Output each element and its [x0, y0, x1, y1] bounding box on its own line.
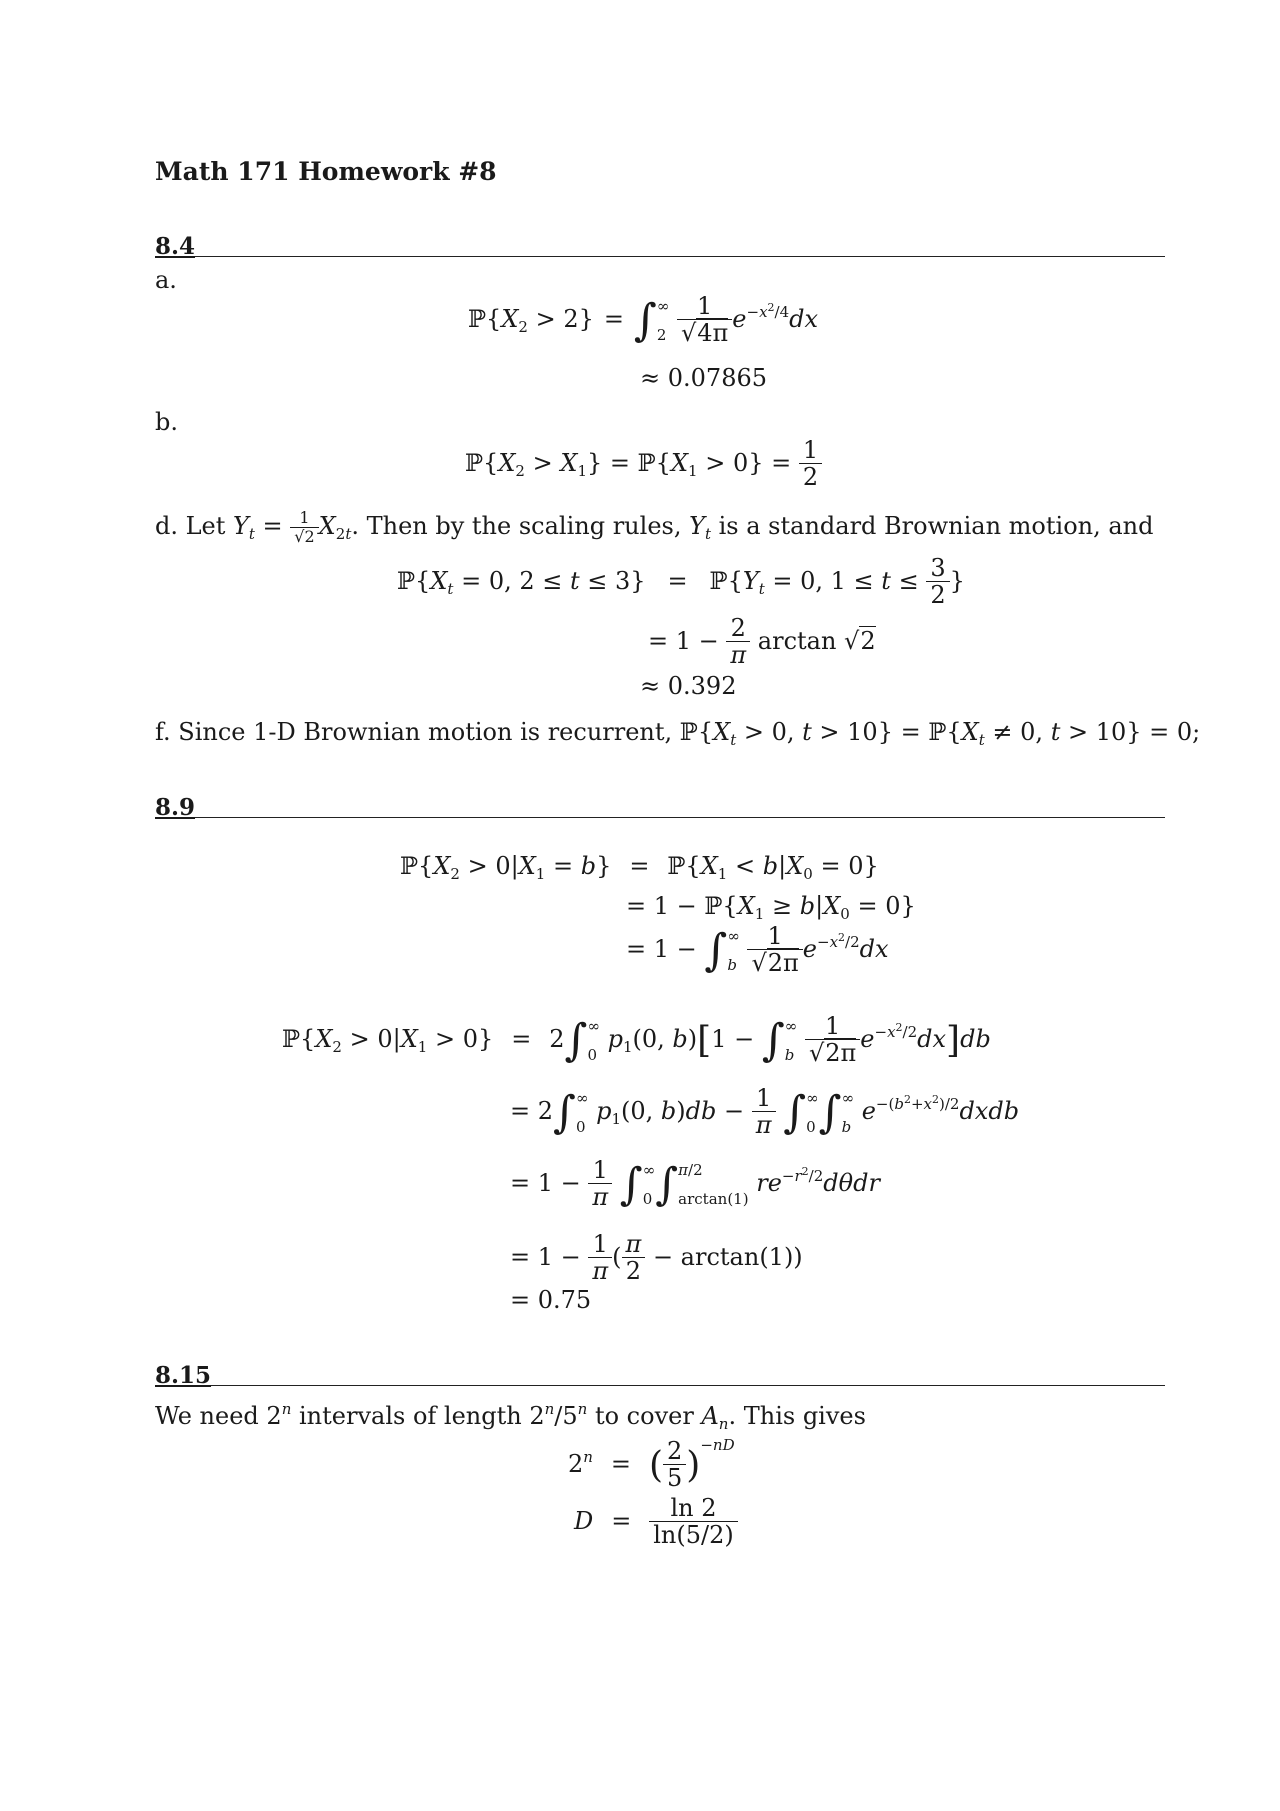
equation-8-9-line2: = $1 - ℙ\{X_1 \ge b|X_0 = 0\}$ — [626, 892, 916, 923]
part-a-label: a. — [155, 266, 177, 294]
section-header-8-15 — [155, 1345, 1165, 1389]
section-8-15-text: We need 2$^n$ intervals of length 2$^n$/5$^n$ to cover $A_n$. This gives — [155, 1400, 866, 1433]
equation-8-15-line1: $2^n$ = ( $\frac{2}{5}$ )$^{-nD}$ — [568, 1436, 735, 1493]
part-d-intro: d. Let — [155, 512, 226, 541]
approx-value: 0.07865 — [667, 364, 767, 392]
equation-8-4-a-approx: ≈ 0.07865 — [640, 364, 767, 392]
equation-8-9-line7: = 1 − $\frac{1}{\pi}$ ( $\frac{\pi}{2}$ − arctan(1)) — [510, 1230, 803, 1286]
equation-8-9-line5: = 2∫ ∞ 0 $p_1(0$, b)db − $\frac{1}{\pi}$ ∫ ∞ 0 ∫ ∞ b $e^{-(b^2+x^2)/2}dxdb$ — [510, 1084, 1020, 1140]
result-value: 0.75 — [537, 1286, 592, 1314]
page-title: Math 171 Homework #8 — [155, 157, 497, 186]
section-number: 8.15 — [155, 1362, 212, 1389]
equation-8-4-d: $ℙ\{X_t = 0$, $2 \le t \le 3\} = ℙ\{Y_t = 0$, 1 ≤ t ≤ $\frac{3}{2}$ } — [397, 554, 965, 610]
section-header-8-4 — [155, 216, 1165, 260]
part-d-text: d. Let $Y_t$ = $\frac{1}{√2}$ $X_{2t}$. Then by the scaling rules, $Y_t$ is a standard Brownian motion, and — [155, 508, 1154, 546]
section-number: 8.9 — [155, 794, 196, 821]
part-f-intro: f. Since 1-D Brownian motion is recurrent, — [155, 718, 673, 746]
text-part-2: intervals of length — [299, 1402, 522, 1430]
part-b-label: b. — [155, 408, 178, 436]
equation-8-9-line6: = 1 − $\frac{1}{\pi}$ ∫ ∞ 0 ∫ π/2 arctan(1) $re^{-r^2/2}d\theta dr$ — [510, 1156, 880, 1212]
part-f-text: f. Since 1-D Brownian motion is recurrent, $ℙ\{X_t > 0$, $t > 10\} = ℙ\{X_t \ne 0$, t > 10} = 0; — [155, 718, 1201, 749]
section-header-8-9 — [155, 777, 1165, 821]
equation-8-9-line8: = 0.75 — [510, 1286, 592, 1314]
part-d-text-1: . Then by the scaling rules, — [351, 512, 682, 541]
equation-8-15-line2: D = $\frac{\ln 2}{\ln(5/2)}$ — [574, 1496, 738, 1549]
equation-8-4-a: $ℙ\{X_2 > 2\}$ = ∫ ∞ 2 $\frac{1}{√4\pi}$ $e^{-x^2/4}dx$ — [468, 292, 819, 348]
equation-8-4-d-line3: ≈ 0.392 — [640, 672, 737, 700]
approx-value: 0.392 — [667, 672, 737, 700]
part-d-text-2: is a standard Brownian motion, and — [718, 512, 1154, 541]
text-part-1: We need — [155, 1402, 259, 1430]
equation-8-4-d-line2: = 1 − $\frac{2}{\pi}$ arctan √2 — [648, 614, 876, 670]
equation-8-4-b: $ℙ\{X_2 > X_1\}$ = $ℙ\{X_1 > 0\}$ = $\frac{1}{2}$ — [465, 438, 822, 491]
equation-8-9-line4: $ℙ\{X_2 > 0|X_1 > 0\} = 2\int$ ∞ 0 $p_1(0$, b)[1 − ∫ ∞ b $\frac{1}{√2\pi}$ $e^{-x^2/2}dx]db$ — [282, 1012, 991, 1068]
text-part-4: . This gives — [728, 1402, 866, 1430]
section-number: 8.4 — [155, 233, 196, 260]
equation-8-9-line3: = 1 − ∫ ∞ b $\frac{1}{√2\pi}$ $e^{-x^2/2}dx$ — [626, 922, 889, 978]
text-part-3: to cover — [594, 1402, 694, 1430]
equation-8-9-line1: $ℙ\{X_2 > 0|X_1 = b\}$ = $ℙ\{X_1 < b|X_0 = 0\}$ — [400, 852, 879, 883]
